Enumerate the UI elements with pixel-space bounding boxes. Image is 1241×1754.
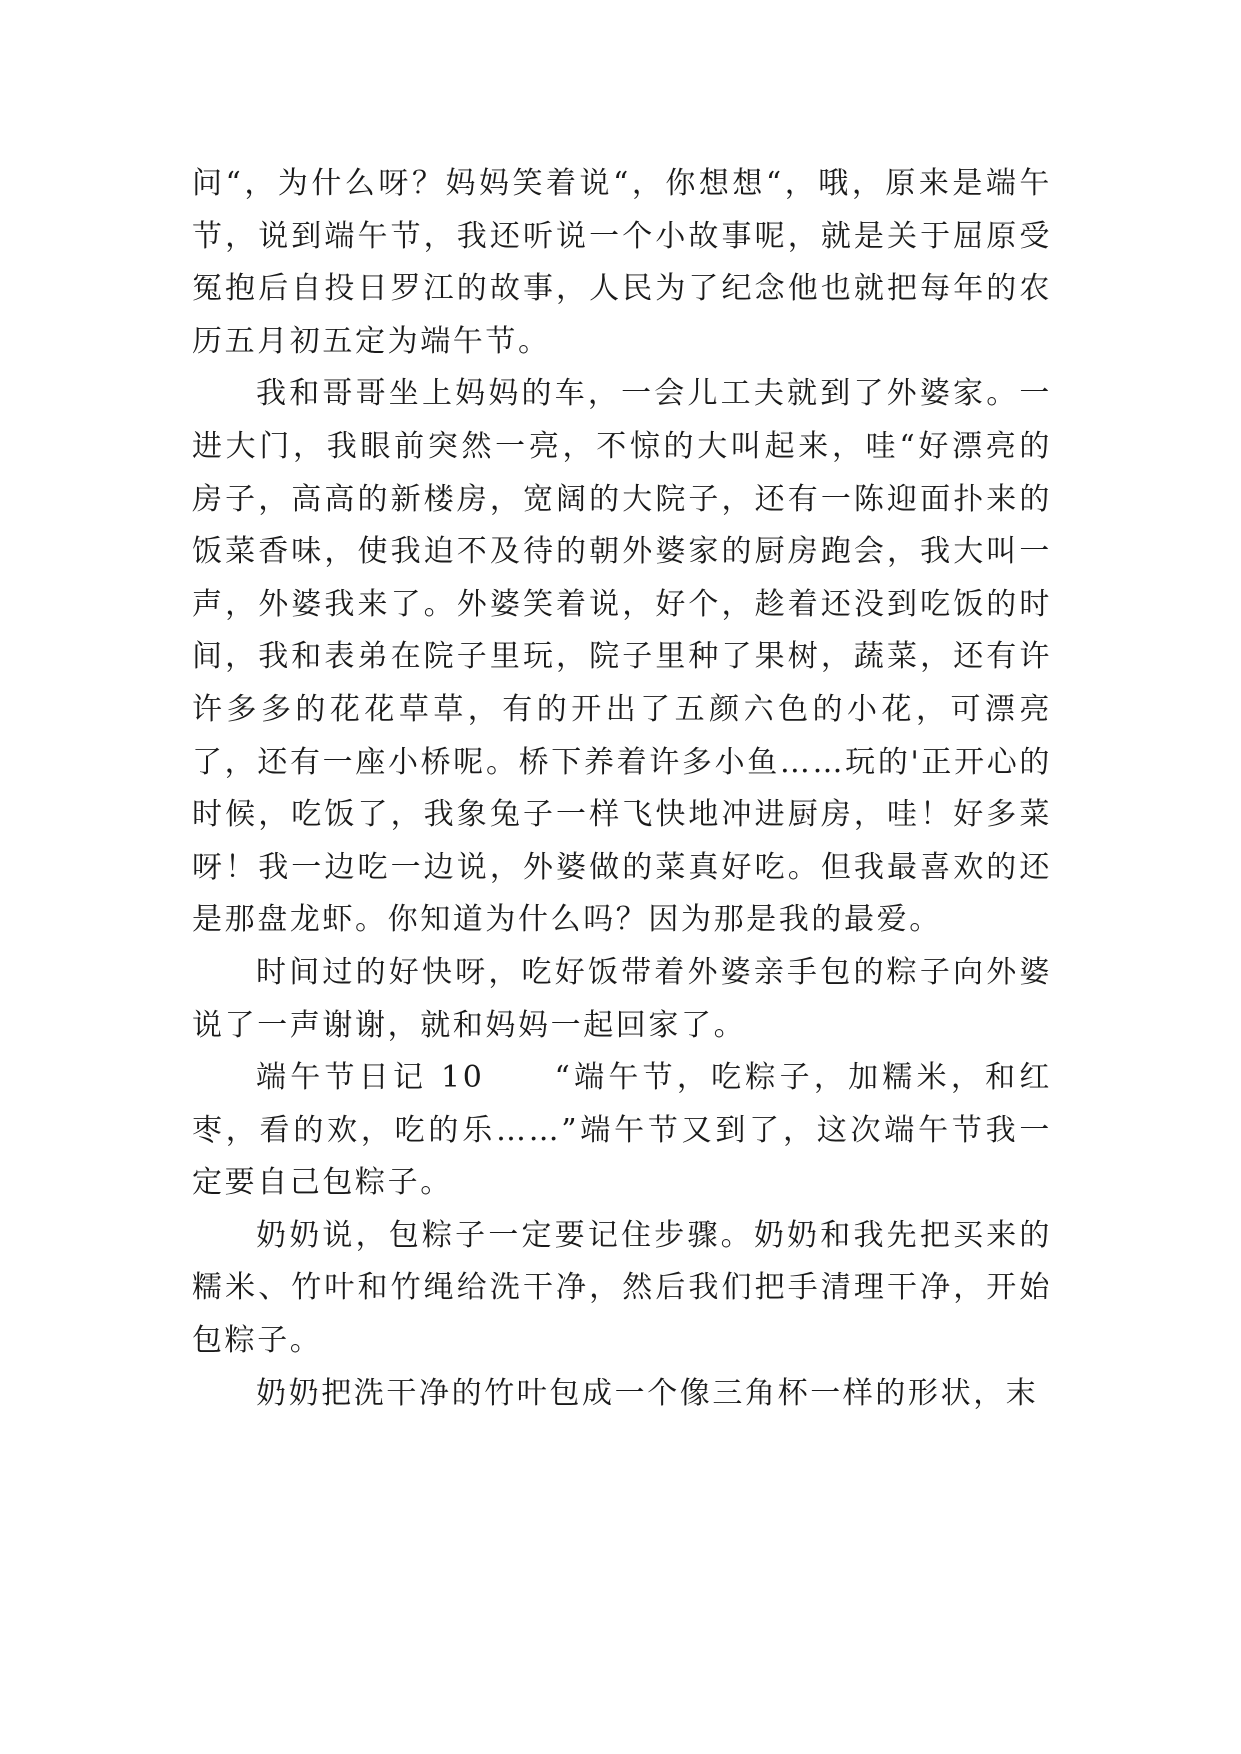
paragraph-5: 奶奶说，包粽子一定要记住步骤。奶奶和我先把买来的糯米、竹叶和竹绳给洗干净，然后我们把手清理干净，开始包粽子。 (192, 1217, 1052, 1359)
paragraph-1: 问“，为什么呀？妈妈笑着说“，你想想“，哦，原来是端午节，说到端午节，我还听说一个小故事呢，就是关于屈原受冤抱后自投日罗江的故事，人民为了纪念他也就把每年的农历五月初五定为端午节。 (192, 166, 1052, 359)
paragraph-2: 我和哥哥坐上妈妈的车，一会儿工夫就到了外婆家。一进大门，我眼前突然一亮，不惊的大叫起来，哇“好漂亮的房子，高高的新楼房，宽阔的大院子，还有一陈迎面扑来的饭菜香味，使我迫不及待的朝外婆家的厨房跑会，我大叫一声，外婆我来了。外婆笑着说，好个，趁着还没到吃饭的时间，我和表弟在院子里玩，院子里种了果树，蔬菜，还有许许多多的花花草草，有的开出了五颜六色的小花，可漂亮了，还有一座小桥呢。桥下养着许多小鱼……玩的'正开心的时候，吃饭了，我象兔子一样飞快地冲进厨房，哇！好多菜呀！我一边吃一边说，外婆做的菜真好吃。但我最喜欢的还是那盘龙虾。你知道为什么吗？因为那是我的最爱。 (192, 376, 1052, 938)
document-body (192, 158, 1052, 1420)
paragraph-3: 时间过的好快呀，吃好饭带着外婆亲手包的粽子向外婆说了一声谢谢，就和妈妈一起回家了。 (192, 954, 1052, 1043)
paragraph-6: 奶奶把洗干净的竹叶包成一个像三角杯一样的形状，末 (256, 1375, 1039, 1411)
paragraph-4: 端午节日记 10 “端午节，吃粽子，加糯米，和红枣，看的欢，吃的乐……”端午节又到了，这次端午节我一定要自己包粽子。 (192, 1060, 1052, 1201)
